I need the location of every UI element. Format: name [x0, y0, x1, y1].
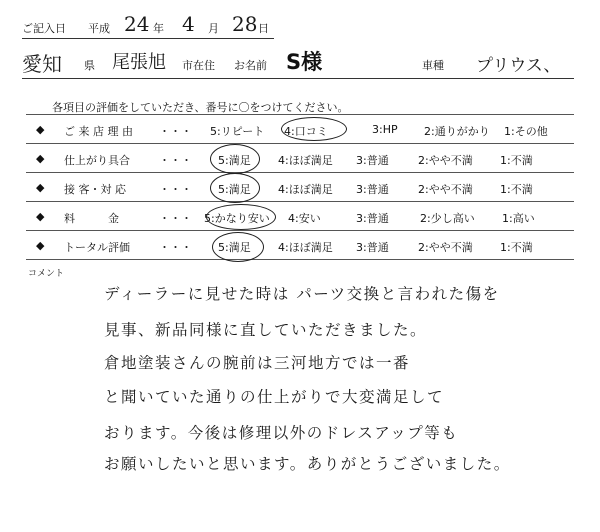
option-5[interactable]: 5:かなり安い [204, 212, 270, 225]
option-2[interactable]: 2:少し高い [420, 212, 475, 225]
rating-label: トータル評価 [64, 241, 130, 254]
bullet-icon: ◆ [36, 152, 45, 165]
selection-circle [210, 173, 260, 203]
day-unit: 日 [258, 22, 269, 35]
rating-dots: ・・・ [159, 241, 192, 254]
bullet-icon: ◆ [36, 181, 45, 194]
selection-circle [210, 144, 260, 174]
option-5[interactable]: 5:満足 [218, 183, 251, 196]
rating-row-finish-quality [26, 144, 574, 172]
rating-dots: ・・・ [159, 125, 192, 138]
option-4[interactable]: 4:口コミ [284, 125, 328, 138]
option-3[interactable]: 3:HP [372, 123, 398, 136]
month-unit: 月 [208, 22, 219, 35]
rating-dots: ・・・ [159, 183, 192, 196]
city-unit: 市在住 [182, 59, 215, 72]
option-1[interactable]: 1:不満 [500, 154, 533, 167]
comment-line-5: おります。今後は修理以外のドレスアップ等も [104, 424, 459, 442]
rating-row-total [26, 231, 574, 259]
option-3[interactable]: 3:普通 [356, 241, 389, 254]
comment-line-4: と聞いていた通りの仕上がりで大変満足して [104, 388, 445, 406]
bullet-icon: ◆ [36, 239, 45, 252]
option-1[interactable]: 1:不満 [500, 183, 533, 196]
option-4[interactable]: 4:ほぼ満足 [278, 183, 333, 196]
selection-circle [281, 117, 347, 141]
customer-name: S様 [286, 50, 323, 74]
bullet-icon: ◆ [36, 123, 45, 136]
rating-row-service [26, 173, 574, 201]
option-3[interactable]: 3:普通 [356, 212, 389, 225]
month-value: 4 [182, 12, 195, 36]
option-4[interactable]: 4:ほぼ満足 [278, 154, 333, 167]
comment-label: コメント [28, 269, 65, 279]
option-3[interactable]: 3:普通 [356, 183, 389, 196]
option-2[interactable]: 2:やや不満 [418, 241, 473, 254]
date-underline [22, 38, 274, 39]
date-label: ご記入日 [22, 22, 66, 35]
year-value: 24 [124, 12, 150, 36]
comment-line-1: ディーラーに見せた時は パーツ交換と言われた傷を [104, 285, 500, 303]
instruction-text: 各項目の評価をしていただき、番号に〇をつけてください。 [52, 101, 349, 114]
rating-label: ご 来 店 理 由 [64, 125, 133, 138]
car-label: 車種 [422, 59, 444, 72]
bullet-icon: ◆ [36, 210, 45, 223]
option-3[interactable]: 3:普通 [356, 154, 389, 167]
selection-circle [206, 204, 276, 230]
year-unit: 年 [153, 22, 164, 35]
option-2[interactable]: 2:通りがかり [424, 125, 490, 138]
option-2[interactable]: 2:やや不満 [418, 154, 473, 167]
table-bottom-border [26, 259, 574, 260]
option-1[interactable]: 1:不満 [500, 241, 533, 254]
comment-line-2: 見事、新品同様に直していただきました。 [104, 321, 428, 339]
option-4[interactable]: 4:安い [288, 212, 321, 225]
option-1[interactable]: 1:高い [502, 212, 535, 225]
rating-row-price [26, 202, 574, 230]
day-value: 28 [232, 12, 258, 36]
rating-label: 接 客・対 応 [64, 183, 126, 196]
comment-line-6: お願いしたいと思います。ありがとうございました。 [104, 455, 511, 473]
option-2[interactable]: 2:やや不満 [418, 183, 473, 196]
prefecture-unit: 県 [84, 59, 95, 72]
prefecture-value: 愛知 [22, 52, 62, 76]
name-label: お名前 [234, 59, 267, 72]
selection-circle [212, 232, 264, 262]
comment-line-3: 倉地塗装さんの腕前は三河地方では一番 [104, 354, 411, 372]
option-4[interactable]: 4:ほぼ満足 [278, 241, 333, 254]
car-model: プリウス、 [476, 56, 561, 76]
option-5[interactable]: 5:満足 [218, 154, 251, 167]
name-underline [22, 78, 574, 79]
era-label: 平成 [88, 22, 110, 35]
option-1[interactable]: 1:その他 [504, 125, 548, 138]
option-5[interactable]: 5:満足 [218, 241, 251, 254]
rating-dots: ・・・ [159, 154, 192, 167]
rating-label: 仕上がり具合 [64, 154, 130, 167]
option-5[interactable]: 5:リピート [210, 125, 265, 138]
rating-label: 料 金 [64, 212, 119, 225]
rating-dots: ・・・ [159, 212, 192, 225]
city-value: 尾張旭 [112, 52, 166, 73]
